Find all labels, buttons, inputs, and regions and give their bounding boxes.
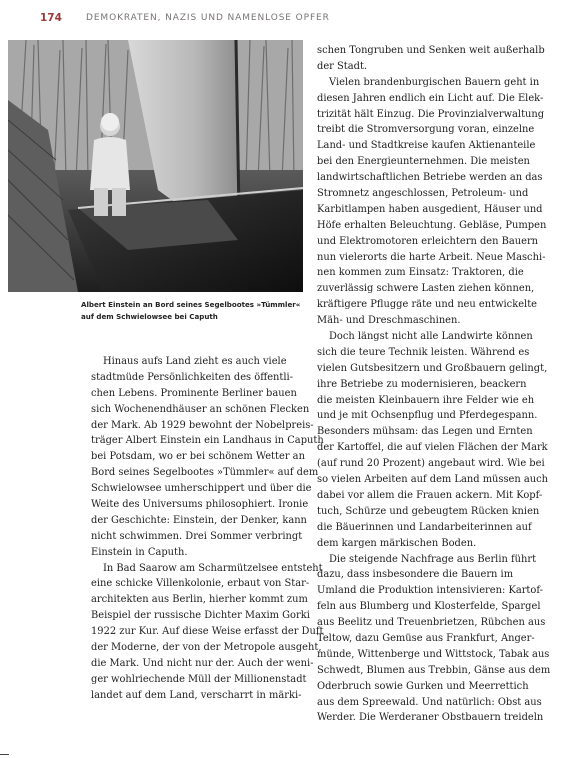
text-line: sich Wochenendhäuser an schönen Flecken	[91, 403, 310, 415]
text-line: Höfe erhalten Beleuchtung. Gebläse, Pumpen	[317, 219, 547, 231]
right-text-column	[317, 43, 551, 726]
text-line: Umland die Produktion intensivieren: Kartof-	[317, 585, 543, 597]
text-line: aus dem Spreewald. Und natürlich: Obst aus	[317, 696, 542, 708]
text-line: Schwielowsee umherschippert und über die	[91, 483, 312, 495]
page-number: 174	[40, 12, 62, 24]
text-line: Hinaus aufs Land zieht es auch viele	[103, 356, 287, 367]
text-line: landwirtschaftlichen Betriebe werden an das	[317, 172, 543, 184]
text-line: Vielen brandenburgischen Bauern geht in	[329, 76, 540, 88]
caption-line: auf dem Schwielowsee bei Caputh	[81, 312, 218, 321]
text-line: träger Albert Einstein ein Landhaus in Caputh	[91, 435, 324, 447]
left-text-column	[91, 354, 324, 704]
text-line: aus Beelitz und Treuenbrietzen, Rübchen aus	[317, 617, 546, 629]
text-line: die Bäuerinnen und Landarbeiterinnen auf	[317, 521, 532, 533]
text-line: der Kartoffel, die auf vielen Flächen der Mark	[317, 442, 548, 454]
text-line: der Geschichte: Einstein, der Denker, kann	[91, 514, 307, 526]
text-line: die meisten Kleinbauern ihre Felder wie eh	[317, 394, 535, 406]
text-line: Teltow, dazu Gemüse aus Frankfurt, Anger-	[317, 632, 535, 644]
photo-caption	[81, 299, 306, 323]
text-line: der Mark. Ab 1929 bewohnt der Nobelpreis-	[91, 419, 314, 431]
text-line: schen Tongruben und Senken weit außerhalb	[317, 45, 545, 56]
text-line: Schwedt, Blumen aus Trebbin, Gänse aus dem	[317, 664, 551, 676]
text-line: sich die teure Technik leisten. Während es	[317, 346, 530, 358]
text-line: landet auf dem Land, verscharrt in märki-	[91, 689, 302, 701]
text-line: treibt die Stromversorgung voran, einzelne	[317, 124, 535, 136]
text-line: Die steigende Nachfrage aus Berlin führt	[329, 553, 537, 565]
text-line: ihre Betriebe zu modernisieren, beackern	[317, 378, 527, 390]
text-line: (auf rund 20 Prozent) angebaut wird. Wie bei	[317, 458, 545, 470]
text-line: Einstein in Caputh.	[91, 546, 188, 558]
text-line: und je mit Ochsenpflug und Pferdegespann.	[317, 410, 538, 422]
text-line: feln aus Blumberg und Klosterfelde, Spargel	[317, 601, 541, 613]
text-line: Land- und Stadtkreise kaufen Aktienanteile	[317, 140, 536, 152]
text-line: Doch längst nicht alle Landwirte können	[329, 331, 533, 343]
text-line: eine schicke Villenkolonie, erbaut von Star-	[91, 578, 310, 590]
text-line: münde, Wittenberge und Wittstock, Tabak aus	[317, 648, 550, 660]
text-line: Mäh- und Dreschmaschinen.	[317, 315, 461, 327]
text-line: ger wohlriechende Müll der Millionenstadt	[91, 673, 307, 685]
text-line: Bord seines Segelbootes »Tümmler« auf dem	[91, 467, 319, 479]
page-corner-mark	[0, 754, 9, 755]
text-line: diesen Jahren endlich ein Licht auf. Die Elek-	[317, 92, 544, 104]
text-line: trizität hält Einzug. Die Provinzialverwaltung	[317, 108, 545, 120]
text-line: Besonders mühsam: das Legen und Ernten	[317, 426, 533, 438]
text-line: der Moderne, der von der Metropole ausgeht,	[91, 642, 322, 654]
text-line: Oderbruch sowie Gurken und Meerrettich	[317, 680, 529, 692]
text-line: zuverlässig schwere Lasten ziehen können,	[317, 283, 535, 295]
text-line: bei den Energieunternehmen. Die meisten	[317, 156, 530, 168]
caption-line: Albert Einstein an Bord seines Segelbootes »Tümmler«	[81, 300, 301, 309]
text-line: die Mark. Und nicht nur der. Auch der weni-	[91, 657, 314, 669]
einstein-sailboat-photo	[8, 40, 303, 292]
text-line: 1922 zur Kur. Auf diese Weise erfasst der Duft	[91, 626, 324, 638]
text-line: Werder. Die Werderaner Obstbauern treideln	[317, 712, 544, 724]
text-line: Beispiel der russische Dichter Maxim Gorki	[91, 610, 310, 622]
text-line: nun vielerorts die harte Arbeit. Neue Maschi-	[317, 251, 546, 263]
text-line: dazu, dass insbesondere die Bauern im	[317, 569, 514, 581]
text-line: so vielen Arbeiten auf dem Land müssen auch	[317, 474, 549, 486]
text-line: der Stadt.	[317, 60, 368, 72]
text-line: Weite des Universums philosophiert. Ironie	[91, 499, 309, 511]
text-line: stadtmüde Persönlichkeiten des öffentli-	[91, 371, 294, 383]
text-line: kräftigere Pflugge räte und neu entwickelte	[317, 299, 538, 311]
text-line: vielen Gutsbesitzern und Großbauern gelingt,	[317, 362, 548, 374]
running-title: DEMOKRATEN, NAZIS UND NAMENLOSE OPFER	[86, 13, 330, 23]
text-line: nicht schwimmen. Drei Sommer verbringt	[91, 530, 303, 542]
text-line: und Elektromotoren erleichtern den Bauern	[317, 235, 539, 247]
text-line: chen Lebens. Prominente Berliner bauen	[91, 387, 297, 399]
text-line: architekten aus Berlin, hierher kommt zum	[91, 594, 308, 606]
text-line: tuch, Schürze und gebeugtem Rücken knien	[317, 505, 540, 517]
text-line: bei Potsdam, wo er bei schönem Wetter an	[91, 451, 305, 463]
text-line: dabei vor allem die Frauen ackern. Mit Kopf-	[317, 489, 543, 501]
text-line: nen kommen zum Einsatz: Traktoren, die	[317, 267, 524, 279]
text-line: Karbitlampen haben ausgedient, Häuser und	[317, 203, 543, 215]
text-line: In Bad Saarow am Scharmützelsee entsteht	[103, 562, 323, 574]
text-line: Stromnetz angeschlossen, Petroleum- und	[317, 188, 529, 200]
page-header	[40, 12, 562, 28]
text-line: dem kargen märkischen Boden.	[317, 537, 477, 549]
